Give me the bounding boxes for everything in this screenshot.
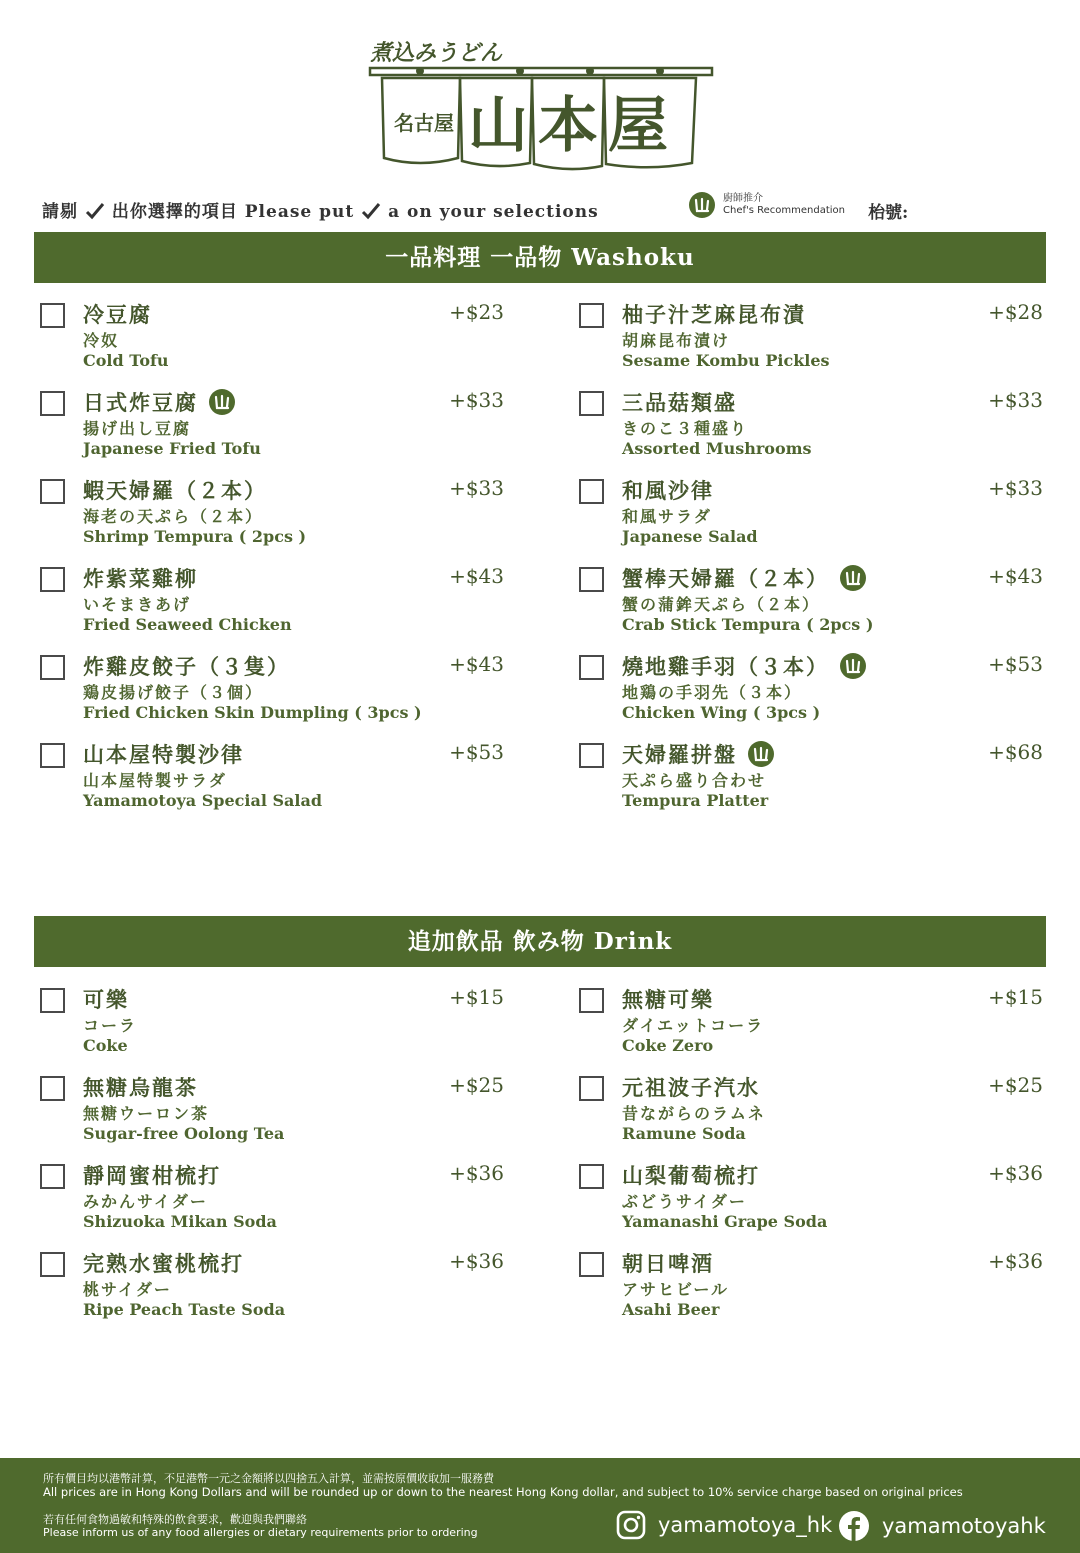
item-price: +$36 <box>988 1249 1043 1273</box>
item-name-zh: 炸紫菜雞柳 <box>83 566 198 591</box>
chef-recommendation-en: Chef's Recommendation <box>723 205 846 216</box>
item-name-ja: ぶどうサイダー <box>622 1192 747 1211</box>
item-name-ja: 胡麻昆布漬け <box>622 331 731 350</box>
item-name-zh: 蟹棒天婦羅（２本） <box>622 566 829 591</box>
selection-checkbox[interactable] <box>40 988 65 1013</box>
item-price: +$23 <box>449 300 504 324</box>
item-price: +$15 <box>449 985 504 1009</box>
selection-checkbox[interactable] <box>579 988 604 1013</box>
item-name-en: Japanese Fried Tofu <box>83 439 261 458</box>
item-name-ja: 冷奴 <box>83 331 120 350</box>
drink-section-title: 追加飲品 飲み物 Drink <box>34 916 1046 967</box>
item-name-en: Sesame Kombu Pickles <box>622 351 830 370</box>
item-price: +$36 <box>449 1249 504 1273</box>
washoku-section-title: 一品料理 一品物 Washoku <box>34 232 1046 283</box>
chef-recommendation-legend <box>688 191 845 219</box>
menu-item <box>579 388 1049 471</box>
item-name-en: Asahi Beer <box>622 1300 720 1319</box>
item-name-ja: みかんサイダー <box>83 1192 208 1211</box>
chef-recommendation-icon <box>747 740 775 768</box>
menu-item <box>579 564 1049 647</box>
menu-item <box>40 985 510 1068</box>
item-name-zh: 和風沙律 <box>622 478 714 503</box>
chef-recommendation-icon <box>688 191 716 219</box>
item-name-ja: 海老の天ぷら（２本） <box>83 507 264 526</box>
item-name-ja: 無糖ウーロン茶 <box>83 1104 210 1123</box>
menu-item <box>40 1161 510 1244</box>
item-name-en: Ripe Peach Taste Soda <box>83 1300 286 1319</box>
selection-checkbox[interactable] <box>579 655 604 680</box>
check-icon <box>85 202 105 220</box>
selection-checkbox[interactable] <box>40 743 65 768</box>
menu-item <box>40 476 510 559</box>
item-price: +$33 <box>449 476 504 500</box>
menu-item <box>579 1249 1049 1332</box>
item-name-ja: ダイエットコーラ <box>622 1016 765 1035</box>
instagram-link[interactable] <box>616 1510 832 1540</box>
item-price: +$68 <box>988 740 1043 764</box>
item-name-en: Coke <box>83 1036 128 1055</box>
menu-item <box>579 740 1049 823</box>
selection-instruction: 請剔 出你選擇的項目 Please put a on your selections <box>42 202 599 222</box>
menu-item <box>40 740 510 823</box>
selection-checkbox[interactable] <box>40 1076 65 1101</box>
menu-item <box>579 476 1049 559</box>
menu-item <box>40 564 510 647</box>
footer-allergy-note-en: Please inform us of any food allergies or dietary requirements prior to ordering <box>43 1526 478 1539</box>
chef-recommendation-icon <box>208 388 236 416</box>
item-name-en: Shrimp Tempura ( 2pcs ) <box>83 527 307 546</box>
item-name-zh: 山本屋特製沙律 <box>83 742 244 767</box>
item-name-ja: 蟹の蒲鉾天ぷら（２本） <box>622 595 821 614</box>
item-name-zh: 無糖烏龍茶 <box>83 1075 198 1100</box>
selection-checkbox[interactable] <box>579 743 604 768</box>
logo-top-text: 煮込みうどん <box>370 40 503 66</box>
item-name-en: Fried Seaweed Chicken <box>83 615 292 634</box>
item-price: +$33 <box>988 476 1043 500</box>
item-name-zh: 日式炸豆腐 <box>83 390 198 415</box>
selection-checkbox[interactable] <box>40 391 65 416</box>
selection-checkbox[interactable] <box>40 303 65 328</box>
item-name-zh: 可樂 <box>83 987 129 1012</box>
item-name-zh: 山梨葡萄梳打 <box>622 1163 760 1188</box>
item-name-ja: 和風サラダ <box>622 507 712 526</box>
footer-allergy-note-zh: 若有任何食物過敏和特殊的飲食要求，歡迎與我們聯絡 <box>43 1513 307 1526</box>
item-name-en: Sugar-free Oolong Tea <box>83 1124 285 1143</box>
item-price: +$43 <box>988 564 1043 588</box>
item-name-zh: 蝦天婦羅（２本） <box>83 478 267 503</box>
item-name-ja: 天ぷら盛り合わせ <box>622 771 767 790</box>
footer-price-note-zh: 所有價目均以港幣計算，不足港幣一元之金額將以四捨五入計算，並需按原價收取加一服務費 <box>43 1472 494 1485</box>
item-name-ja: 桃サイダー <box>83 1280 172 1299</box>
menu-item <box>40 1073 510 1156</box>
item-price: +$53 <box>449 740 504 764</box>
item-price: +$25 <box>449 1073 504 1097</box>
item-name-ja: 鶏皮揚げ餃子（３個） <box>83 683 264 702</box>
item-price: +$43 <box>449 652 504 676</box>
facebook-handle: yamamotoyahk <box>882 1514 1046 1538</box>
menu-item <box>579 300 1049 383</box>
logo-small-text: 名古屋 <box>394 111 454 135</box>
check-icon <box>361 202 381 220</box>
selection-checkbox[interactable] <box>40 567 65 592</box>
selection-checkbox[interactable] <box>579 479 604 504</box>
item-price: +$15 <box>988 985 1043 1009</box>
instagram-icon <box>616 1510 646 1540</box>
item-name-zh: 天婦羅拼盤 <box>622 742 737 767</box>
item-name-ja: アサヒビール <box>622 1280 730 1299</box>
item-name-en: Assorted Mushrooms <box>622 439 812 458</box>
selection-checkbox[interactable] <box>40 1164 65 1189</box>
selection-checkbox[interactable] <box>579 303 604 328</box>
item-name-zh: 冷豆腐 <box>83 302 152 327</box>
item-name-ja: きのこ３種盛り <box>622 419 749 438</box>
item-name-en: Japanese Salad <box>622 527 758 546</box>
item-name-ja: いそまきあげ <box>83 595 192 614</box>
facebook-icon <box>838 1510 870 1542</box>
item-price: +$33 <box>988 388 1043 412</box>
item-name-en: Shizuoka Mikan Soda <box>83 1212 277 1231</box>
selection-checkbox[interactable] <box>40 1252 65 1277</box>
menu-item <box>579 1161 1049 1244</box>
item-name-zh: 朝日啤酒 <box>622 1251 714 1276</box>
selection-checkbox[interactable] <box>579 1076 604 1101</box>
item-name-zh: 燒地雞手羽（３本） <box>622 654 829 679</box>
chef-recommendation-icon <box>839 564 867 592</box>
table-number-label: 枱號: <box>868 203 909 223</box>
item-name-ja: 地鶏の手羽先（３本） <box>622 683 803 702</box>
menu-item <box>40 1249 510 1332</box>
item-price: +$53 <box>988 652 1043 676</box>
selection-checkbox[interactable] <box>40 655 65 680</box>
instagram-handle: yamamotoya_hk <box>658 1513 833 1537</box>
item-name-zh: 靜岡蜜柑梳打 <box>83 1163 221 1188</box>
menu-item <box>40 652 510 735</box>
selection-checkbox[interactable] <box>579 567 604 592</box>
item-name-zh: 無糖可樂 <box>622 987 714 1012</box>
item-price: +$36 <box>449 1161 504 1185</box>
menu-item <box>579 985 1049 1068</box>
item-name-en: Chicken Wing ( 3pcs ) <box>622 703 821 722</box>
logo-brand-text: 山本屋 <box>468 91 678 161</box>
selection-checkbox[interactable] <box>579 391 604 416</box>
item-price: +$25 <box>988 1073 1043 1097</box>
item-price: +$33 <box>449 388 504 412</box>
item-name-en: Yamanashi Grape Soda <box>622 1212 828 1231</box>
selection-checkbox[interactable] <box>579 1252 604 1277</box>
footer-price-note-en: All prices are in Hong Kong Dollars and will be rounded up or down to the nearest Hong Kong dollar, and subject to 10% service charge based on original prices <box>43 1485 963 1499</box>
item-name-en: Ramune Soda <box>622 1124 746 1143</box>
item-price: +$36 <box>988 1161 1043 1185</box>
item-name-zh: 柚子汁芝麻昆布漬 <box>622 302 806 327</box>
restaurant-logo <box>360 18 720 178</box>
item-price: +$43 <box>449 564 504 588</box>
item-name-en: Coke Zero <box>622 1036 714 1055</box>
item-name-ja: 昔ながらのラムネ <box>622 1104 766 1123</box>
selection-checkbox[interactable] <box>579 1164 604 1189</box>
selection-checkbox[interactable] <box>40 479 65 504</box>
item-name-ja: 山本屋特製サラダ <box>83 771 227 790</box>
menu-item <box>579 1073 1049 1156</box>
item-name-en: Fried Chicken Skin Dumpling ( 3pcs ) <box>83 703 422 722</box>
item-name-zh: 完熟水蜜桃梳打 <box>83 1251 244 1276</box>
item-name-ja: コーラ <box>83 1016 138 1035</box>
item-name-zh: 炸雞皮餃子（３隻） <box>83 654 290 679</box>
item-name-en: Yamamotoya Special Salad <box>83 791 323 810</box>
item-name-en: Cold Tofu <box>83 351 169 370</box>
item-name-zh: 三品菇類盛 <box>622 390 737 415</box>
item-name-ja: 揚げ出し豆腐 <box>83 419 192 438</box>
item-price: +$28 <box>988 300 1043 324</box>
menu-item <box>40 300 510 383</box>
chef-recommendation-icon <box>839 652 867 680</box>
facebook-link[interactable] <box>838 1510 1046 1542</box>
chef-recommendation-zh: 廚師推介 <box>723 193 763 204</box>
menu-item <box>40 388 510 471</box>
item-name-en: Tempura Platter <box>622 791 769 810</box>
menu-item <box>579 652 1049 735</box>
item-name-en: Crab Stick Tempura ( 2pcs ) <box>622 615 874 634</box>
footer <box>0 1458 1080 1553</box>
item-name-zh: 元祖波子汽水 <box>622 1075 760 1100</box>
